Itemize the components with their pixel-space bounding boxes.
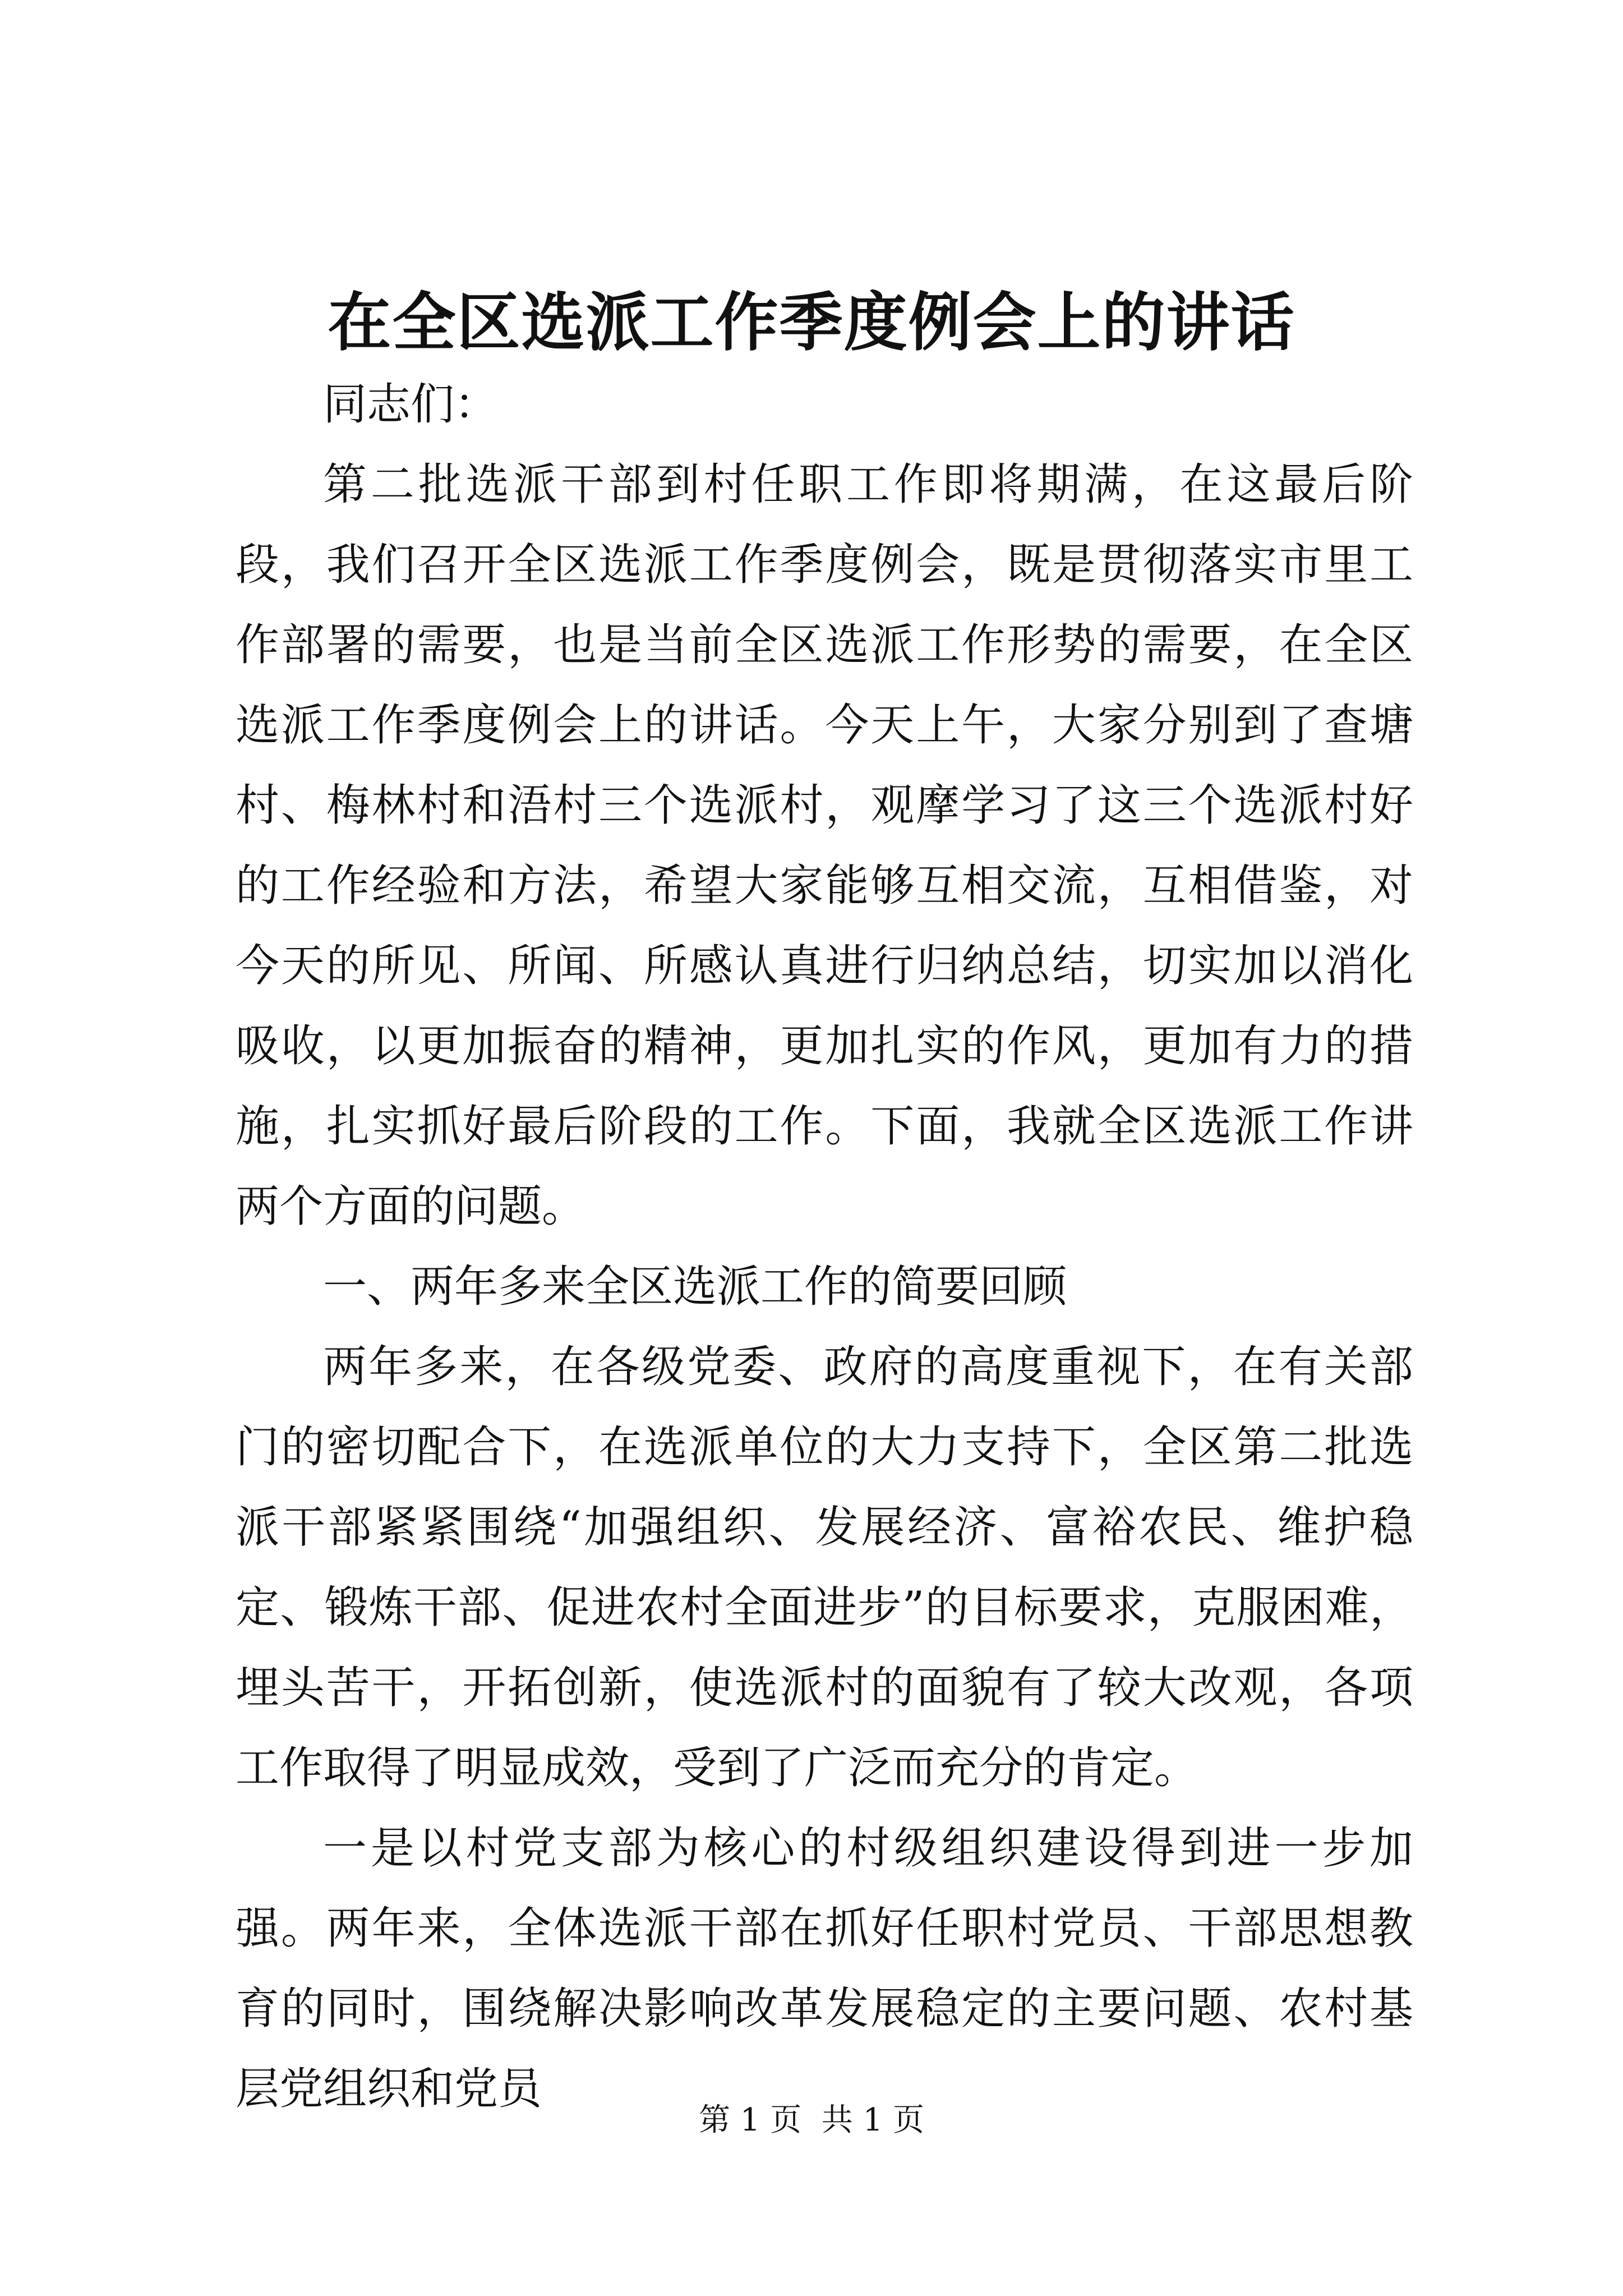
document-title: 在全区选派工作季度例会上的讲话	[328, 285, 1295, 360]
page-number: 第 1 页 共 1 页	[698, 2102, 925, 2138]
intro-paragraph: 第二批选派干部到村任职工作即将期满，在这最后阶段，我们召开全区选派工作季度例会，既是贯彻落实市里工作部署的需要，也是当前全区选派工作形势的需要，在全区选派工作季度例会上的讲话。今天上午，大家分别到了查塘村、梅林村和浯村三个选派村，观摩学习了这三个选派村好的工作经验和方法，希望大家能够互相交流，互相借鉴，对今天的所见、所闻、所感认真进行归纳总结，切实加以消化吸收，以更加振奋的精神，更加扎实的作风，更加有力的措施，扎实抓好最后阶段的工作。下面，我就全区选派工作讲两个方面的问题。	[236, 459, 1413, 1232]
review-paragraph: 两年多来，在各级党委、政府的高度重视下，在有关部门的密切配合下，在选派单位的大力支持下，全区第二批选派干部紧紧围绕“加强组织、发展经济、富裕农民、维护稳定、锻炼干部、促进农村全面进步”的目标要求，克服困难，埋头苦干，开拓创新，使选派村的面貌有了较大改观，各项工作取得了明显成效，受到了广泛而充分的肯定。	[236, 1342, 1413, 1793]
document-body	[236, 365, 1413, 2129]
section-heading: 一、两年多来全区选派工作的简要回顾	[323, 1262, 1067, 1312]
page-footer	[0, 2101, 1623, 2140]
point-one-paragraph: 一是以村党支部为核心的村级组织建设得到进一步加强。两年来，全体选派干部在抓好任职村党员、干部思想教育的同时，围绕解决影响改革发展稳定的主要问题、农村基层党组织和党员	[236, 1823, 1413, 2114]
salutation-paragraph: 同志们：	[323, 379, 499, 430]
